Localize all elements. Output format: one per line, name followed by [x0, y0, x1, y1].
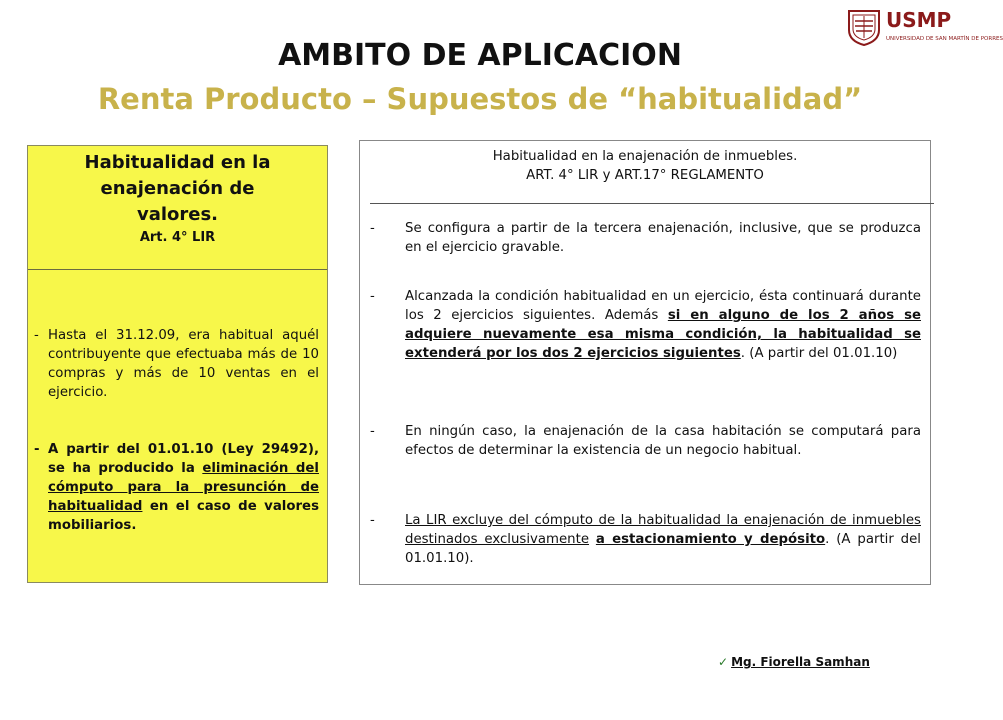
bullet-dash: -	[34, 328, 39, 343]
bullet-dash: -	[370, 221, 375, 236]
divider	[370, 203, 934, 204]
real-estate-panel	[359, 140, 931, 585]
securities-heading: Habitualidad en la enajenación de valores.	[84, 152, 271, 225]
page-subtitle: Renta Producto – Supuestos de “habitualidad”	[97, 82, 863, 116]
securities-panel-header	[28, 146, 327, 269]
securities-panel	[27, 145, 328, 583]
bullet-text-part: . (A partir del 01.01.10)	[740, 346, 898, 361]
author-name: Mg. Fiorella Samhan	[731, 655, 870, 669]
list-item	[370, 511, 921, 568]
bullet-text: Hasta el 31.12.09, era habitual aquél contribuyente que efectuaba más de 10 compras y más de 10 ventas en el ejercicio.	[48, 328, 319, 400]
bullet-text-part: Alcanzada la condición habitualidad en un ejercicio, ésta continuará durante los 2 ejercicios siguientes. Además	[405, 289, 921, 323]
bullet-text	[34, 440, 319, 535]
list-item	[34, 440, 319, 535]
securities-reference: Art. 4° LIR	[139, 230, 216, 245]
logo-subtitle: UNIVERSIDAD DE SAN MARTÍN DE PORRES	[886, 36, 1003, 42]
bullet-text-part: en el caso de valores mobiliarios.	[48, 499, 319, 533]
real-estate-heading: Habitualidad en la enajenación de inmuebles.	[492, 149, 798, 164]
bullet-text-underlined: si en alguno de los 2 años se adquiere nuevamente esa misma condición, la habitualidad se extenderá por los dos 2 ejercicios siguientes	[405, 308, 921, 361]
list-item	[370, 422, 921, 460]
author-credit	[718, 655, 870, 669]
logo-brand: USMP	[886, 8, 952, 32]
bullet-text	[370, 287, 921, 363]
bullet-dash: -	[370, 513, 375, 528]
bullet-text-underlined-bold: a estacionamiento y depósito	[595, 532, 826, 547]
real-estate-reference: ART. 4° LIR y ART.17° REGLAMENTO	[526, 168, 764, 183]
bullet-text-part: A partir del 01.01.10 (Ley 29492), se ha producido la	[48, 442, 319, 476]
real-estate-panel-header	[360, 147, 930, 185]
bullet-text-underlined: La LIR excluye del cómputo de la habitualidad la enajenación de inmuebles destinados exclusivamente	[405, 513, 921, 547]
page-title: AMBITO DE APLICACION	[278, 38, 682, 73]
list-item	[370, 287, 921, 363]
bullet-text: En ningún caso, la enajenación de la casa habitación se computará para efectos de determinar la existencia de un negocio habitual.	[405, 424, 921, 458]
bullet-text	[370, 511, 921, 568]
bullet-dash: -	[370, 289, 375, 304]
bullet-text-part: . (A partir del 01.01.10).	[405, 532, 922, 566]
divider	[28, 269, 327, 270]
bullet-dash: -	[370, 424, 375, 439]
checkmark-icon: ✓	[718, 655, 729, 669]
list-item	[370, 219, 921, 257]
bullet-text: Se configura a partir de la tercera enajenación, inclusive, que se produzca en el ejercicio gravable.	[405, 221, 921, 255]
list-item	[34, 326, 319, 402]
bullet-dash: -	[34, 442, 40, 457]
bullet-text-underlined: eliminación del cómputo para la presunción de habitualidad	[48, 461, 319, 514]
